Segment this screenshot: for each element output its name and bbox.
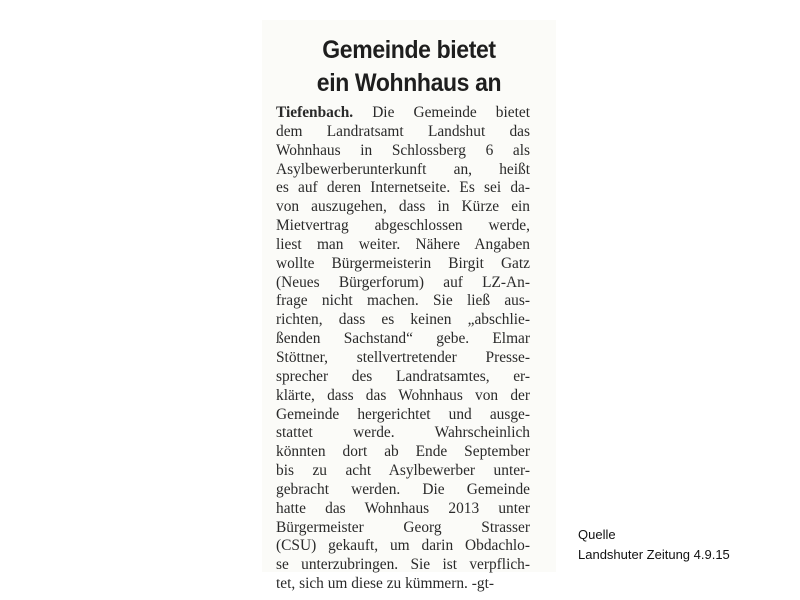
article-body <box>276 104 530 594</box>
source-citation: Landshuter Zeitung 4.9.15 <box>578 547 730 562</box>
article-line: ßenden Sachstand“ gebe. Elmar <box>276 330 530 348</box>
article-line: Asylbewerberunterkunft an, heißt <box>276 160 530 178</box>
article-line: hatte das Wohnhaus 2013 unter <box>276 499 530 517</box>
article-line: wollte Bürgermeisterin Birgit Gatz <box>276 254 530 272</box>
article-line: stattet werde. Wahrscheinlich <box>276 424 530 442</box>
article-line-text: Die Gemeinde bietet <box>372 104 530 121</box>
article-line: Wohnhaus in Schlossberg 6 als <box>276 141 530 159</box>
article-headline <box>274 34 544 100</box>
article-line: es auf deren Internetseite. Es sei da- <box>276 179 530 197</box>
article-line: bis zu acht Asylbewerber unter- <box>276 462 530 480</box>
article-line: Gemeinde hergerichtet und ausge- <box>276 405 530 423</box>
source-note <box>578 525 730 565</box>
article-line: sprecher des Landratsamtes, er- <box>276 367 530 385</box>
article-line: gebracht werden. Die Gemeinde <box>276 480 530 498</box>
article-line: von auszugehen, dass in Kürze ein <box>276 198 530 216</box>
article-line: se unterzubringen. Sie ist verpflich- <box>276 556 530 574</box>
source-label: Quelle <box>578 527 616 542</box>
article-line: Mietvertrag abgeschlossen werde, <box>276 217 530 235</box>
article-line: (CSU) gekauft, um darin Obdachlo- <box>276 537 530 555</box>
article-line: liest man weiter. Nähere Angaben <box>276 235 530 253</box>
headline-line-1: Gemeinde bietet <box>322 36 496 64</box>
article-line: frage nicht machen. Sie ließ aus- <box>276 292 530 310</box>
article-line: klärte, dass das Wohnhaus von der <box>276 386 530 404</box>
article-line: (Neues Bürgerforum) auf LZ-An- <box>276 273 530 291</box>
article-line: könnten dort ab Ende September <box>276 443 530 461</box>
article-line: Stöttner, stellvertretender Presse- <box>276 348 530 366</box>
article-lead: Tiefenbach. <box>276 104 354 121</box>
headline-line-2: ein Wohnhaus an <box>316 69 502 97</box>
article-line <box>276 104 530 123</box>
article-line: Bürgermeister Georg Strasser <box>276 518 530 536</box>
article-line: richten, dass es keinen „abschlie- <box>276 311 530 329</box>
article-line: tet, sich um diese zu kümmern. -gt- <box>276 575 494 593</box>
article-line: dem Landratsamt Landshut das <box>276 122 530 140</box>
